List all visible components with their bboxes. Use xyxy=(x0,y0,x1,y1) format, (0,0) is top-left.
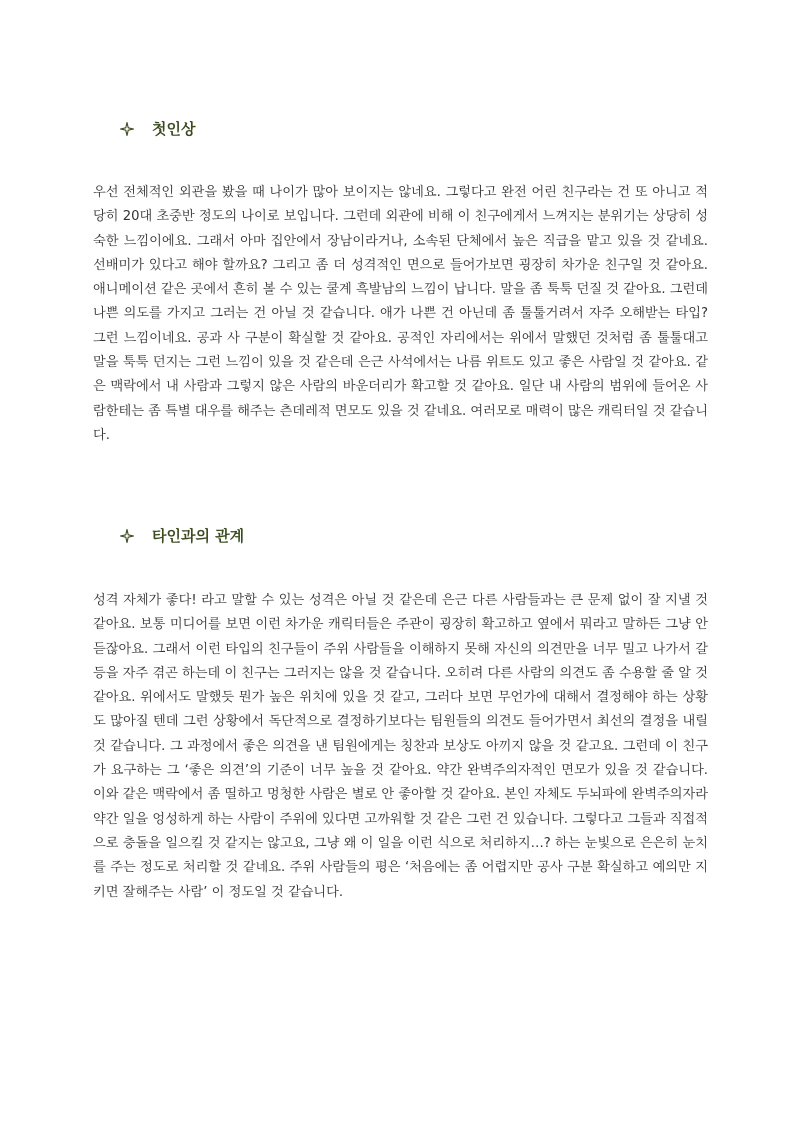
sparkle-icon xyxy=(120,529,134,543)
sparkle-icon xyxy=(120,122,134,136)
section-body-relationships: 성격 자체가 좋다! 라고 말할 수 있는 성격은 아닐 것 같은데 은근 다른 사람들과는 큰 문제 없이 잘 지낼 것 같아요. 보통 미디어를 보면 이런 차가운 캐릭터들은 주관이 굉장히 확고하고 옆에서 뭐라고 말하든 그냥 안 듣잖아요. 그래서 이런 타입의 친구들이 주위 사람들을 이해하지 못해 자신의 의견만을 너무 밀고 나가서 갈등을 자주 겪곤 하는데 이 친구는 그러지는 않을 것 같습니다. 오히려 다른 사람의 의견도 좀 수용할 줄 알 것 같아요. 위에서도 말했듯 뭔가 높은 위치에 있을 것 같고, 그러다 보면 무언가에 대해서 결정해야 하는 상황도 많아질 텐데 그런 상황에서 독단적으로 결정하기보다는 팀원들의 의견도 들어가면서 최선의 결정을 내릴 것 같습니다. 그 과정에서 좋은 의견을 낸 팀원에게는 칭찬과 보상도 아끼지 않을 것 같고요. 그런데 이 친구가 요구하는 그 ‘좋은 의견’의 기준이 너무 높을 것 같아요. 약간 완벽주의자적인 면모가 있을 것 같습니다. 이와 같은 맥락에서 좀 띨하고 멍청한 사람은 별로 안 좋아할 것 같아요. 본인 자체도 두뇌파에 완벽주의자라 약간 일을 엉성하게 하는 사람이 주위에 있다면 고까워할 것 같은 그런 건 있습니다. 그렇다고 그들과 직접적으로 충돌을 일으킬 것 같지는 않고요, 그냥 왜 이 일을 이런 식으로 처리하지…? 하는 눈빛으로 은은히 눈치를 주는 정도로 처리할 것 같네요. 주위 사람들의 평은 ‘처음에는 좀 어렵지만 공사 구분 확실하고 예의만 지키면 잘해주는 사람’ 이 정도일 것 같습니다. xyxy=(93,593,708,900)
section-body-first-impression: 우선 전체적인 외관을 봤을 때 나이가 많아 보이지는 않네요. 그렇다고 완전 어린 친구라는 건 또 아니고 적당히 20대 초중반 정도의 나이로 보입니다. 그런데 외관에 비해 이 친구에게서 느껴지는 분위기는 상당히 성숙한 느낌이에요. 그래서 아마 집안에서 장남이라거나, 소속된 단체에서 높은 직급을 맡고 있을 것 같네요. 선배미가 있다고 해야 할까요? 그리고 좀 더 성격적인 면으로 들어가보면 굉장히 차가운 친구일 것 같아요. 애니메이션 같은 곳에서 흔히 볼 수 있는 쿨계 흑발남의 느낌이 납니다. 말을 좀 툭툭 던질 것 같아요. 그런데 나쁜 의도를 가지고 그러는 건 아닐 것 같습니다. 애가 나쁜 건 아닌데 좀 툴툴거려서 자주 오해받는 타입? 그런 느낌이네요. 공과 사 구분이 확실할 것 같아요. 공적인 자리에서는 위에서 말했던 것처럼 좀 툴툴대고 말을 툭툭 던지는 그런 느낌이 있을 것 같은데 은근 사석에서는 나름 위트도 있고 좋은 사람일 것 같아요. 같은 맥락에서 내 사람과 그렇지 않은 사람의 바운더리가 확고할 것 같아요. 일단 내 사람의 범위에 들어온 사람한테는 좀 특별 대우를 해주는 츤데레적 면모도 있을 것 같네요. 여러모로 매력이 많은 캐릭터일 것 같습니다. xyxy=(93,185,708,443)
section-title: 첫인상 xyxy=(152,120,196,138)
section-title: 타인과의 관계 xyxy=(152,527,245,545)
section-heading-first-impression xyxy=(120,118,195,139)
section-heading-relationships xyxy=(120,525,244,546)
